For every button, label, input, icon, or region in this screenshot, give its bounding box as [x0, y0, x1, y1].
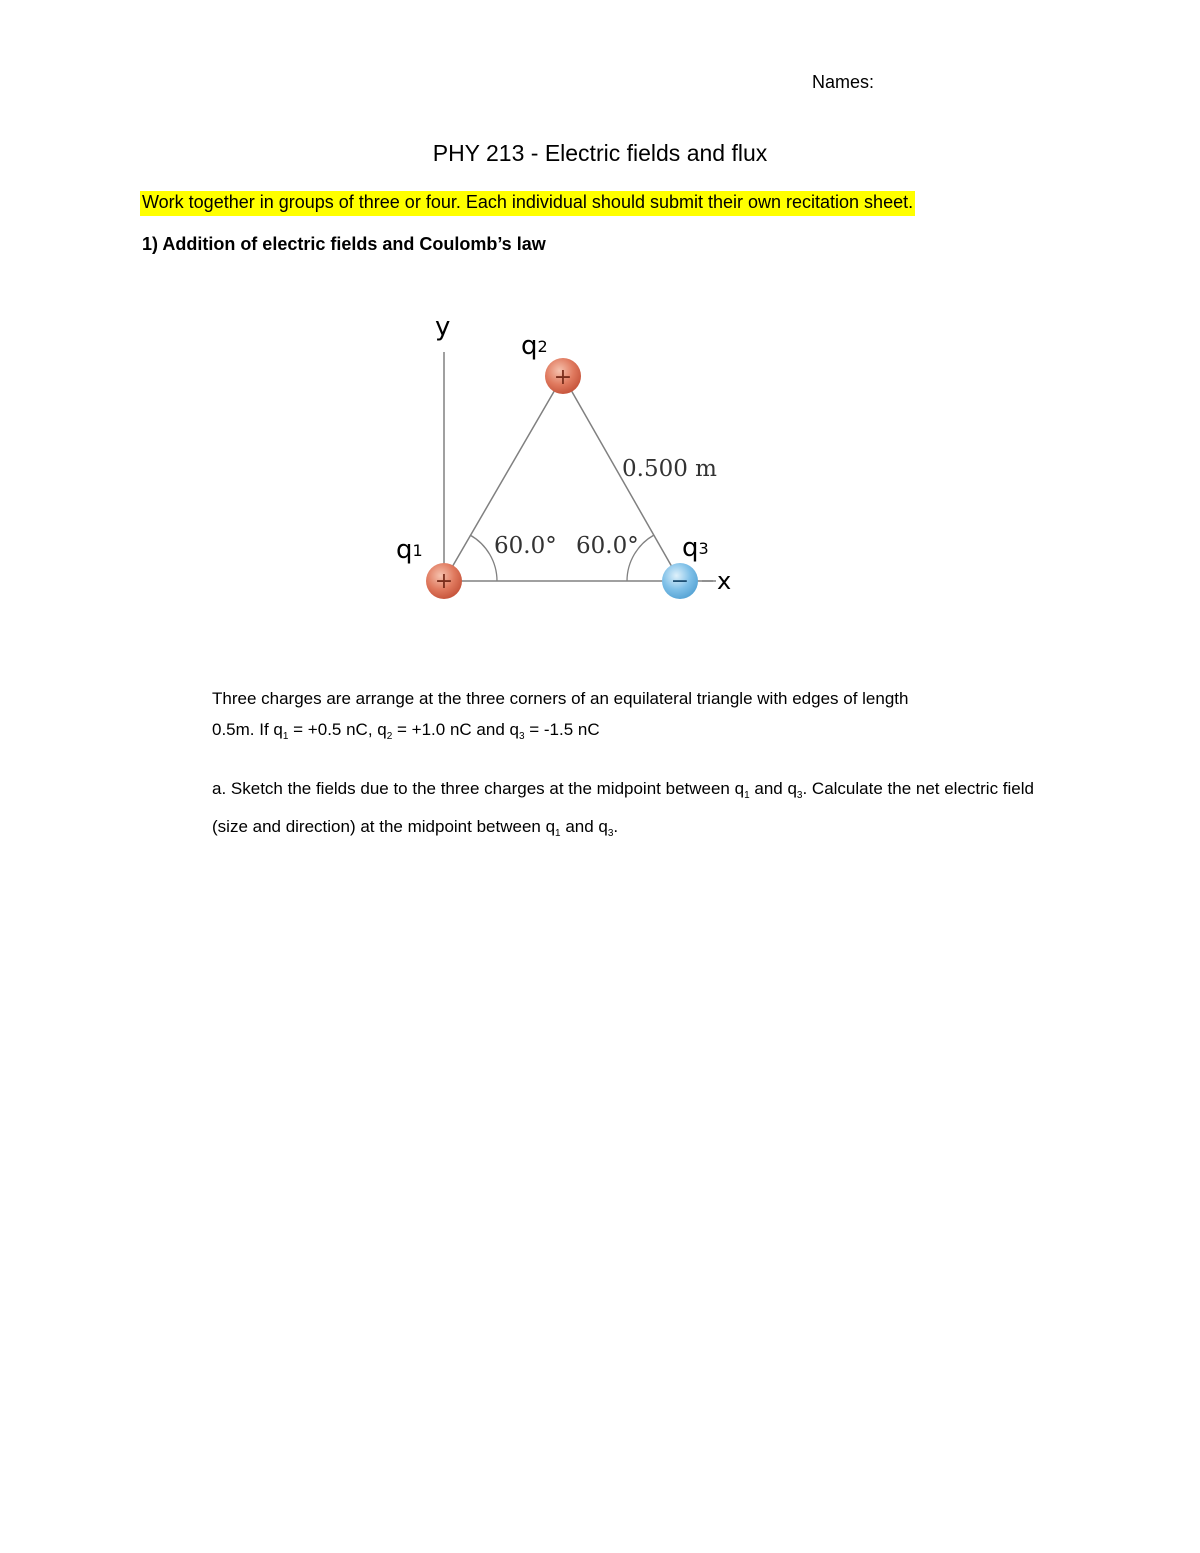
- charge-q1: [426, 563, 462, 599]
- names-label: Names:: [812, 72, 875, 92]
- angle-arc-left: [470, 535, 497, 581]
- charge-q2: [545, 358, 581, 394]
- q3-label: q3: [682, 533, 709, 563]
- angle-left-label: 60.0°: [494, 533, 557, 559]
- angle-right-label: 60.0°: [576, 533, 639, 559]
- q3-sign: −: [670, 569, 690, 594]
- problem-intro: Three charges are arrange at the three corners of an equilateral triangle with edges of length 0.5m. If $q_1 = +0.5$ nC, $q_2 = +1.0$ nC and $q_3 = -1.5$ nC: [212, 689, 909, 742]
- intro-line-1: Three charges are arrange at the three corners of an equilateral triangle with edges of length: [212, 689, 909, 708]
- instructions-highlight: Work together in groups of three or four. Each individual should submit their own recitation sheet.: [140, 191, 915, 216]
- part-a-question: a. Sketch the fields due to the three charges at the midpoint between $q_1$ and $q_3$. Calculate the net electric field (size and direction) at the midpoint between $q_1$ and $q_3$.: [212, 779, 1034, 839]
- q1-sign: +: [434, 569, 454, 594]
- y-axis-label: y: [435, 312, 451, 342]
- section-heading: 1) Addition of electric fields and Coulomb’s law: [142, 234, 546, 254]
- q2-sign: +: [553, 365, 573, 390]
- side-length-label: 0.500 m: [622, 456, 717, 482]
- q2-label: q2: [521, 331, 548, 361]
- x-axis-label: x: [717, 567, 732, 595]
- page-title: PHY 213 - Electric fields and flux: [432, 140, 768, 166]
- q1-label: q1: [396, 535, 423, 565]
- charge-q3: [662, 563, 698, 599]
- charge-triangle-figure: [380, 300, 740, 610]
